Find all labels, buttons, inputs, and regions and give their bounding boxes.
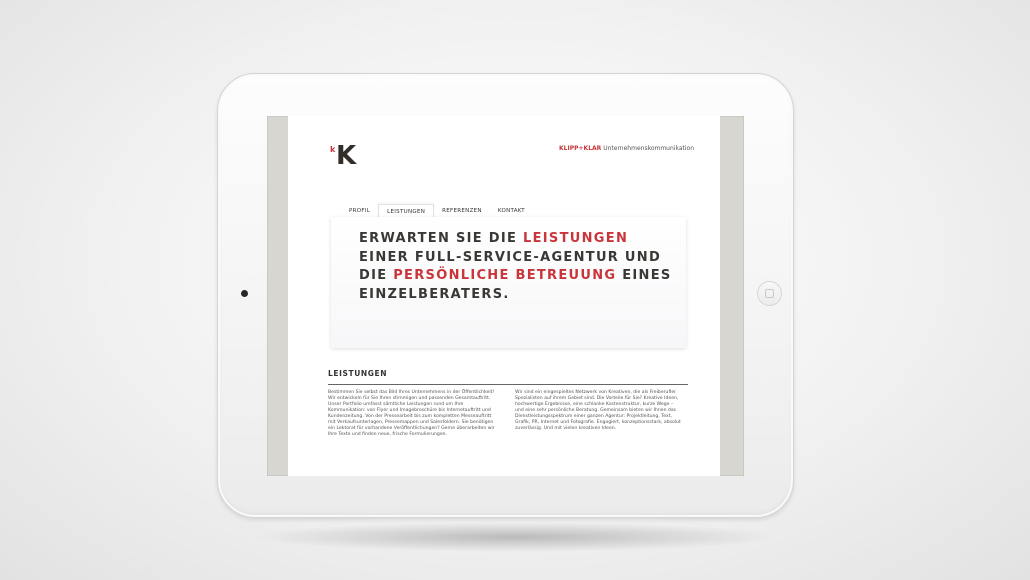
camera-icon (241, 290, 248, 297)
logo[interactable] (330, 141, 370, 171)
hero-panel (331, 217, 686, 348)
logo-mark: k (330, 145, 336, 154)
headline-highlight: PERSÖNLICHE BETREUUNG (393, 268, 617, 283)
tab-profil[interactable]: PROFIL (349, 208, 371, 214)
web-page (288, 116, 720, 476)
headline-text: EINES (616, 268, 672, 283)
tablet-screen (267, 116, 744, 476)
headline-line-2: EINER FULL-SERVICE-AGENTUR UND (359, 249, 662, 265)
home-button-square (765, 289, 774, 298)
section-divider (328, 384, 688, 385)
headline-line-3 (359, 267, 679, 286)
hero-headline (359, 230, 679, 304)
logo-letter: K (336, 141, 357, 171)
section-title: LEISTUNGEN (328, 369, 388, 378)
brand-wordmark: KLIPP+KLAR (559, 145, 602, 152)
tablet-shadow (250, 522, 780, 552)
tab-kontakt[interactable]: KONTAKT (497, 208, 525, 214)
body-text-right: Wir sind ein eingespieltes Netzwerk von Kreativen, die als Freiberufler Spezialisten auf ihrem Gebiet sind. Die Vorteile für Sie? Kreative Ideen, hochwertige Ergebnisse, eine schlanke Kostenstruktur, kurze Wege – und eine sehr persönliche Beratung. Gemeinsam bieten wir Ihnen das Dienstleistungsspektrum einer ganzen Agentur: Projektleitung, Text, Grafik, PR, Internet und Fotografie. Engagiert, konzeptionsstark, absolut zuverlässig. Und mit vielen kreativen Ideen. (515, 390, 681, 431)
tab-leistungen[interactable]: LEISTUNGEN (378, 204, 434, 219)
headline-line-4: EINZELBERATERS. (359, 286, 510, 302)
main-navigation (341, 204, 533, 218)
headline-line-1 (359, 230, 679, 249)
headline-highlight: LEISTUNGEN (523, 231, 629, 246)
home-button-icon[interactable] (757, 281, 782, 306)
brand-tagline: Unternehmenskommunikation (603, 145, 694, 152)
headline-text: DIE (359, 268, 394, 283)
body-text-left: Bestimmen Sie selbst das Bild Ihres Unternehmens in der Öffentlichkeit! Wir entwickeln für Sie Ihren stimmigen und passenden Gesamtauftritt. Unser Portfolio umfasst sämtliche Leistungen rund um Ihre Kommunikation: von Flyer und Imagebroschüre bis Internetauftritt und Kundenzeitung. Von der Pressearbeit bis zum kompletten Messeauftritt mit Verkaufsunterlagen, Pressemappen und Salesfoldern. Sie benötigen ein Lektorat für vorhandene Veröffentlichungen? Gerne überarbeiten wir Ihre Texte und finden neue, frische Formulierungen. (328, 390, 495, 437)
headline-text: ERWARTEN SIE DIE (359, 231, 524, 246)
tablet-device (217, 73, 794, 518)
tab-referenzen[interactable]: REFERENZEN (442, 208, 482, 214)
brand-name (559, 145, 694, 152)
